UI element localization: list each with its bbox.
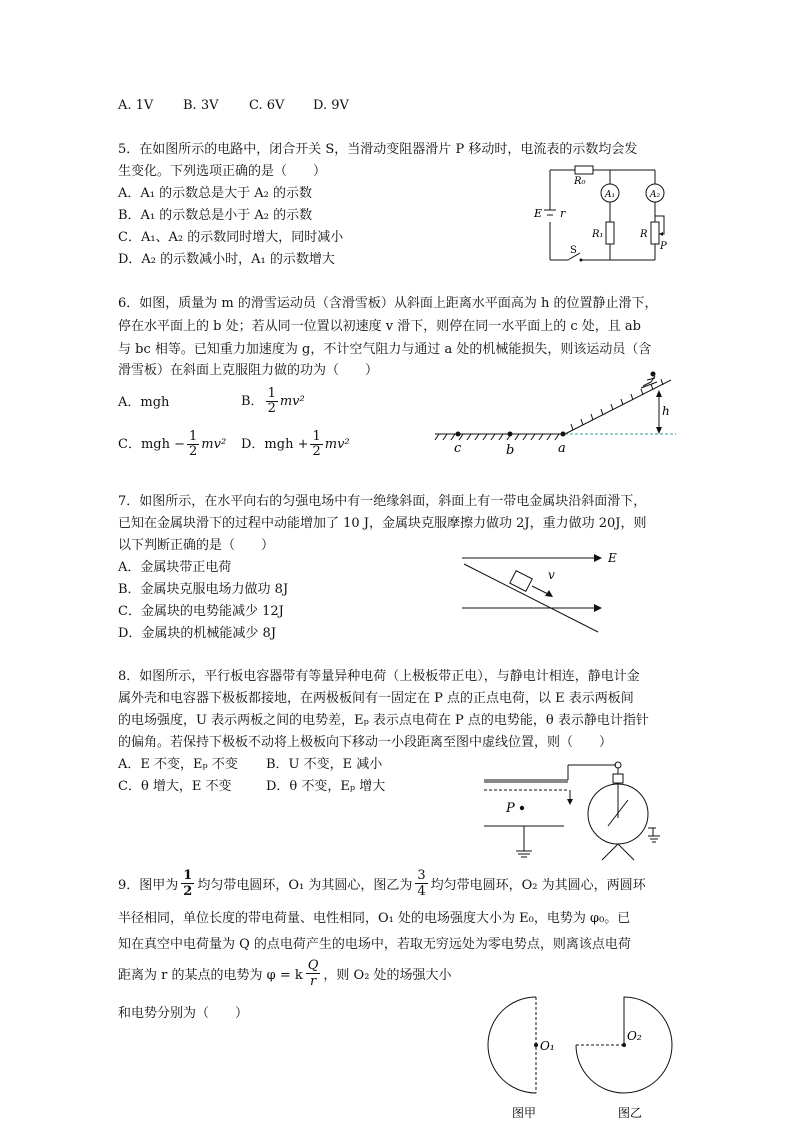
- q8-capacitor-diagram: [478, 756, 668, 866]
- q6-slope-diagram: [433, 370, 678, 460]
- q6-label-h: h: [662, 404, 670, 418]
- q6-option-d-prefix: D．mgh +: [241, 436, 309, 452]
- q9-label-o1: O₁: [540, 1039, 555, 1053]
- q6-option-d-tail: mv²: [324, 436, 350, 452]
- q6-option-c-denominator: 2: [189, 444, 198, 459]
- q6-option-a: A．mgh: [118, 395, 170, 410]
- q5-label-a2: A₂: [650, 190, 661, 200]
- q8-option-d: D．θ 不变，Eₚ 增大: [266, 779, 386, 794]
- q5-stem-line2: 生变化。下列选项正确的是（ ）: [118, 164, 327, 179]
- q8-stem-line1: 8．如图所示，平行板电容器带有等量异种电荷（上极板带正电），与静电计相连，静电计金: [118, 669, 640, 684]
- q6-option-c-tail: mv²: [201, 436, 227, 452]
- q5-label-a1: A₁: [605, 190, 616, 200]
- q7-option-c: C．金属块的电势能减少 12J: [118, 604, 284, 619]
- q9-fraction-q: Q: [307, 958, 319, 973]
- q6-option-c-fraction: [187, 430, 199, 459]
- q5-label-s: S: [570, 245, 577, 256]
- q9-caption-figure-a: 图甲: [512, 1106, 537, 1120]
- q9-fraction-tq-den: 4: [417, 884, 426, 899]
- q8-option-b: B．U 不变，E 减小: [266, 757, 383, 772]
- q8-stem-line4: 的偏角。若保持下极板不动将上极板向下移动一小段距离至图中虚线位置，则（ ）: [118, 735, 613, 750]
- q7-stem-line3: 以下判断正确的是（ ）: [118, 538, 275, 553]
- q9-stem-line3: 知在真空中电荷量为 Q 的点电荷产生的电场中，若取无穷远处为零电势点，则离该点电荷: [118, 937, 631, 952]
- q9-stem-line2: 半径相同，单位长度的带电荷量、电性相同，O₁ 处的电场强度大小为 E₀，电势为 φ₀。已: [118, 911, 631, 926]
- q6-stem-line3: 与 bc 相等。已知重力加速度为 g，不计空气阻力与通过 a 处的机械能损失，则该运动员（含: [118, 342, 652, 357]
- q9-line4-part-a: 距离为 r 的某点的电势为 φ = k: [118, 968, 303, 983]
- q5-option-b: B．A₁ 的示数总是小于 A₂ 的示数: [118, 208, 313, 223]
- q9-caption-figure-b: 图乙: [618, 1106, 643, 1120]
- q9-fraction-three-quarters: [415, 868, 427, 899]
- q5-label-r1: R₁: [592, 229, 604, 240]
- q9-fraction-half-num: 1: [183, 868, 193, 883]
- q8-stem-line3: 的电场强度，U 表示两板之间的电势差，Eₚ 表示点电荷在 P 点的电势能，θ 表示静电计指针: [118, 713, 649, 728]
- q6-option-d-denominator: 2: [312, 444, 321, 459]
- q6-option-d: [241, 430, 350, 459]
- q5-label-e: E: [534, 207, 543, 220]
- q6-option-d-fraction: [310, 430, 322, 459]
- q9-line1-part-a: 9．图甲为: [118, 878, 179, 893]
- q9-fraction-half: [181, 868, 194, 899]
- q7-label-v: v: [548, 568, 555, 582]
- q9-fraction-tq-num: 3: [417, 868, 426, 883]
- q8-label-p: P: [506, 801, 515, 816]
- q8-stem-line2: 属外壳和电容器下极板都接地，在两极板间有一固定在 P 点的正点电荷，以 E 表示两板间: [118, 691, 634, 706]
- q4-option-b: B. 3V: [183, 98, 219, 113]
- q9-ring-diagrams: [480, 990, 680, 1120]
- q7-incline-diagram: [458, 546, 628, 636]
- q5-stem-line1: 5．在如图所示的电路中，闭合开关 S，当滑动变阻器滑片 P 移动时，电流表的示数均会发: [118, 142, 638, 157]
- q9-fraction-q-over-r: [306, 958, 321, 989]
- q6-label-c: c: [454, 441, 462, 456]
- q7-label-e: E: [608, 551, 617, 565]
- q9-stem-line5: 和电势分别为（ ）: [118, 1006, 249, 1021]
- q5-option-c: C．A₁、A₂ 的示数同时增大，同时减小: [118, 230, 344, 245]
- q5-label-r-internal: r: [560, 207, 566, 220]
- q9-stem-line1: [118, 868, 646, 899]
- q8-option-a: A．E 不变，Eₚ 不变: [118, 757, 238, 772]
- q6-option-c: [118, 430, 226, 459]
- q4-option-d: D. 9V: [313, 98, 349, 113]
- q6-option-c-prefix: C．mgh −: [118, 436, 185, 452]
- q5-label-r0: R₀: [574, 176, 586, 187]
- q6-option-c-numerator: 1: [189, 429, 198, 444]
- q5-circuit-diagram: [530, 162, 680, 266]
- q6-option-b: [241, 387, 305, 416]
- q4-option-c: C. 6V: [249, 98, 285, 113]
- q6-option-b-denominator: 2: [267, 401, 276, 416]
- q7-stem-line1: 7．如图所示，在水平向右的匀强电场中有一绝缘斜面，斜面上有一带电金属块沿斜面滑下，: [118, 494, 647, 509]
- q5-label-r: R: [640, 229, 648, 240]
- q9-line1-part-c: 均匀带电圆环，O₂ 为其圆心，两圆环: [430, 878, 646, 893]
- q7-option-b: B．金属块克服电场力做功 8J: [118, 582, 289, 597]
- q4-option-a: A. 1V: [118, 98, 154, 113]
- q6-option-d-numerator: 1: [312, 429, 321, 444]
- q6-label-a: a: [558, 441, 566, 456]
- q9-line1-part-b: 均匀带电圆环，O₁ 为其圆心，图乙为: [197, 878, 413, 893]
- q9-fraction-half-den: 2: [183, 884, 193, 899]
- q6-stem-line2: 停在水平面上的 b 处；若从同一位置以初速度 v 滑下，则停在同一水平面上的 c 处，且 ab: [118, 319, 641, 334]
- q9-stem-line4: [118, 958, 452, 989]
- q7-option-a: A．金属块带正电荷: [118, 560, 232, 575]
- q6-option-b-tail: mv²: [279, 393, 305, 409]
- q7-option-d: D．金属块的机械能减少 8J: [118, 626, 277, 641]
- q5-option-a: A．A₁ 的示数总是大于 A₂ 的示数: [118, 186, 312, 201]
- q6-stem-line4: 滑雪板）在斜面上克服阻力做的功为（ ）: [118, 363, 379, 378]
- q6-option-b-prefix: B．: [241, 393, 264, 409]
- q6-label-b: b: [506, 443, 515, 458]
- q6-option-b-numerator: 1: [267, 386, 276, 401]
- q9-line4-part-b: ，则 O₂ 处的场强大小: [323, 968, 452, 983]
- q6-stem-line1: 6．如图，质量为 m 的滑雪运动员（含滑雪板）从斜面上距离水平面高为 h 的位置静止滑下，: [118, 296, 658, 311]
- q8-option-c: C．θ 增大，E 不变: [118, 779, 232, 794]
- q9-fraction-r: r: [309, 974, 317, 989]
- q5-label-p: P: [660, 241, 667, 252]
- q9-label-o2: O₂: [627, 1029, 642, 1043]
- q7-stem-line2: 已知在金属块滑下的过程中动能增加了 10 J，金属块克服摩擦力做功 2J，重力做功 20J，则: [118, 516, 647, 531]
- q5-option-d: D．A₂ 的示数减小时，A₁ 的示数增大: [118, 252, 335, 267]
- q6-option-b-fraction: [266, 387, 278, 416]
